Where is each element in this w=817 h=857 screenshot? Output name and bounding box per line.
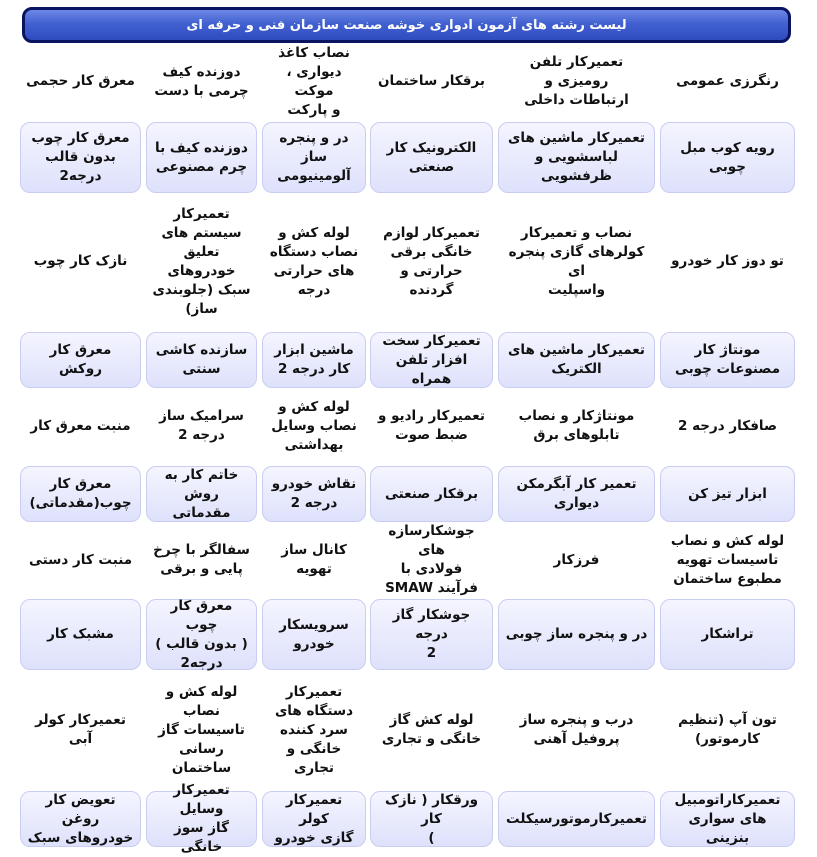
table-cell: دوزنده کیف با چرم مصنوعی bbox=[146, 122, 257, 193]
table-cell: خاتم کار به روش مقدماتی bbox=[146, 466, 257, 522]
table-cell: تعمیرکار وسایل گاز سوز خانگی bbox=[146, 791, 257, 847]
table-cell: نصاب کاغذ دیواری ، موکت و پارکت bbox=[278, 44, 350, 118]
table-cell: مونتاژ کار مصنوعات چوبی bbox=[660, 332, 795, 388]
table-cell: تعویض کار روغن خودروهای سبک bbox=[20, 791, 141, 847]
table-cell: تعمیرکار تلفن رومیزی و ارتباطات داخلی bbox=[524, 54, 629, 108]
table-cell: سرامیک ساز درجه 2 bbox=[159, 408, 244, 443]
table-cell: برقکار ساختمان bbox=[378, 73, 485, 89]
table-cell: فرزکار bbox=[553, 551, 600, 568]
table-cell: رویه کوب مبل چوبی bbox=[660, 122, 795, 193]
table-cell: لوله کش و نصاب وسایل بهداشتی bbox=[271, 398, 357, 453]
table-cell: لوله کش و نصاب تاسیسات گاز رسانی ساختمان bbox=[158, 683, 245, 776]
table-cell: نقاش خودرو درجه 2 bbox=[262, 466, 366, 522]
table-cell: تعمیرکار سخت افزار تلفن همراه bbox=[370, 332, 493, 388]
table-cell: ماشین ابزار کار درجه 2 bbox=[262, 332, 366, 388]
page-title: لیست رشته های آزمون ادواری خوشه صنعت سازمان فنی و حرفه ای bbox=[22, 7, 791, 43]
table-cell: لوله کش و نصاب تاسیسات تهویه مطبوع ساختمان bbox=[670, 532, 785, 587]
table-cell: تعمیرکار لوازم خانگی برقی حرارتی و گردنده bbox=[383, 224, 480, 298]
table-cell: دوزنده کیف چرمی با دست bbox=[154, 63, 249, 99]
table-cell: تعمیرکار رادیو و ضبط صوت bbox=[378, 408, 485, 443]
table-cell: ابزار تیز کن bbox=[660, 466, 795, 522]
table-cell: برقکار صنعتی bbox=[370, 466, 493, 522]
table-cell: معرق کار روکش bbox=[20, 332, 141, 388]
table-cell: منبت معرق کار bbox=[30, 417, 131, 434]
table-cell: تعمیر کار آبگرمکن دیواری bbox=[498, 466, 655, 522]
table-cell: در و پنجره ساز چوبی bbox=[498, 599, 655, 670]
table-cell: سازنده کاشی سنتی bbox=[146, 332, 257, 388]
table-cell: جوشکار گاز درجه 2 bbox=[370, 599, 493, 670]
table-cell: منبت کار دستی bbox=[28, 551, 133, 568]
table-cell: تو دوز کار خودرو bbox=[671, 253, 784, 269]
table-cell: تعمیرکار ماشین های الکتریک bbox=[498, 332, 655, 388]
table-cell: تعمیرکار کولر آبی bbox=[35, 712, 126, 747]
table-cell: سفالگر با چرخ پایی و برقی bbox=[153, 542, 250, 577]
table-cell: درب و پنجره ساز پروفیل آهنی bbox=[519, 712, 634, 747]
table-cell: نصاب و تعمیرکار کولرهای گازی پنجره ای واسپلیت bbox=[508, 224, 645, 298]
table-cell: تعمیرکار کولر گازی خودرو bbox=[262, 791, 366, 847]
table-cell: معرق کار چوب ( بدون قالب ) درجه2 bbox=[146, 599, 257, 670]
table-cell: صافکار درجه 2 bbox=[677, 417, 778, 434]
table-cell: ورقکار ( نازک کار ) bbox=[370, 791, 493, 847]
table-cell: لوله کش گاز خانگی و تجاری bbox=[381, 712, 482, 747]
table-cell: تون آپ (تنظیم کارموتور) bbox=[678, 712, 777, 747]
table-cell: جوشکارسازه های فولادی با فرآیند SMAW bbox=[385, 523, 478, 596]
table-cell: رنگرزی عمومی bbox=[676, 73, 779, 89]
table-cell: معرق کار چوب بدون قالب درجه2 bbox=[20, 122, 141, 193]
table-cell: مشبک کار bbox=[20, 599, 141, 670]
table-cell: تعمیرکارموتورسیکلت bbox=[498, 791, 655, 847]
table-cell: مونتاژکار و نصاب تابلوهای برق bbox=[518, 408, 635, 443]
table-cell: الکترونیک کار صنعتی bbox=[370, 122, 493, 193]
table-cell: کانال ساز تهویه bbox=[281, 542, 347, 577]
table-cell: سرویسکار خودرو bbox=[262, 599, 366, 670]
table-cell: معرق کار چوب(مقدماتی) bbox=[20, 466, 141, 522]
table-cell: معرق کار حجمی bbox=[26, 73, 135, 89]
table-cell: تراشکار bbox=[660, 599, 795, 670]
trades-table bbox=[20, 44, 795, 855]
table-cell: تعمیرکار سیستم های تعلیق خودروهای سبک (جلوبندی ساز) bbox=[152, 205, 251, 317]
table-cell: تعمیرکار ماشین های لباسشویی و ظرفشویی bbox=[498, 122, 655, 193]
table-cell: تعمیرکاراتومبیل های سواری بنزینی bbox=[660, 791, 795, 847]
table-cell: لوله کش و نصاب دستگاه های حرارتی درجه bbox=[269, 224, 359, 298]
table-cell: در و پنجره ساز آلومینیومی bbox=[262, 122, 366, 193]
table-cell: تعمیرکار دستگاه های سرد کننده خانگی و تجاری bbox=[274, 683, 354, 776]
table-cell: نازک کار چوب bbox=[33, 253, 128, 269]
